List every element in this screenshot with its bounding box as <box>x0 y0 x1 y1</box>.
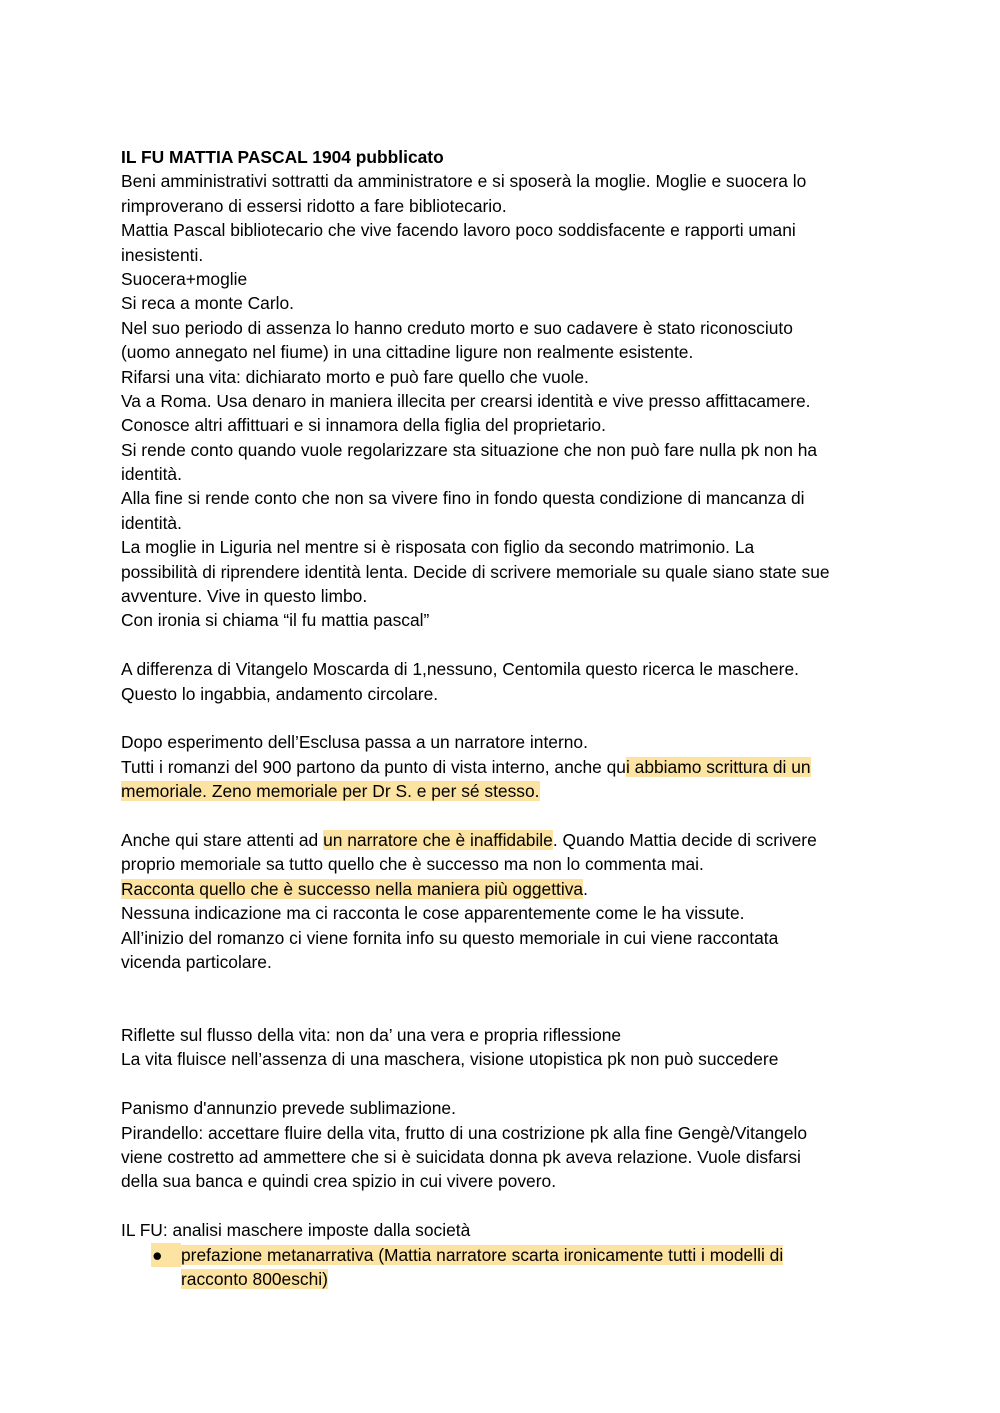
text-line: avventure. Vive in questo limbo. <box>121 586 368 607</box>
text-line: Dopo esperimento dell’Esclusa passa a un narratore interno. <box>121 732 588 753</box>
text-line: Si rende conto quando vuole regolarizzare sta situazione che non può fare nulla pk non ha <box>121 439 818 460</box>
text-line: Mattia Pascal bibliotecario che vive facendo lavoro poco soddisfacente e rapporti umani <box>121 220 796 241</box>
text-line: Nessuna indicazione ma ci racconta le cose apparentemente come le ha vissute. <box>121 903 745 924</box>
highlighted-text: racconto 800eschi) <box>181 1268 328 1289</box>
text-line: inesistenti. <box>121 244 204 265</box>
text-line: Pirandello: accettare fluire della vita, frutto di una costrizione pk alla fine Gengè/Vitangelo <box>121 1122 808 1143</box>
text-line: Con ironia si chiama “il fu mattia pascal” <box>121 610 430 631</box>
text-line: Panismo d'annunzio prevede sublimazione. <box>121 1098 456 1119</box>
text-line: A differenza di Vitangelo Moscarda di 1,nessuno, Centomila questo ricerca le maschere. <box>121 659 799 680</box>
text-line: Riflette sul flusso della vita: non da’ una vera e propria riflessione <box>121 1025 622 1046</box>
document-page <box>121 145 881 1291</box>
highlighted-text: memoriale. Zeno memoriale per Dr S. e per sé stesso. <box>121 781 540 802</box>
text-line: Beni amministrativi sottratti da amministratore e si sposerà la moglie. Moglie e suocera lo <box>121 171 807 192</box>
list-item <box>121 1243 881 1267</box>
blank-line <box>121 1072 881 1096</box>
text-run: Anche qui stare attenti ad <box>121 829 324 850</box>
text-run: Tutti i romanzi del 900 partono da punto di vista interno, anche qu <box>121 756 626 777</box>
text-run: . <box>583 878 588 899</box>
text-line: della sua banca e quindi crea spizio in cui vivere povero. <box>121 1171 557 1192</box>
bullet-glyph: ● <box>152 1244 163 1265</box>
highlighted-text: un narratore che è inaffidabile <box>323 829 553 850</box>
text-line: Rifarsi una vita: dichiarato morto e può fare quello che vuole. <box>121 366 589 387</box>
text-line: identità. <box>121 464 182 485</box>
text-line-highlighted <box>121 755 881 779</box>
blank-line <box>121 974 881 998</box>
text-run: . Quando Mattia decide di scrivere <box>552 829 817 850</box>
text-line: Va a Roma. Usa denaro in maniera illecita per crearsi identità e vive presso affittacamere. <box>121 390 811 411</box>
text-line: La moglie in Liguria nel mentre si è risposata con figlio da secondo matrimonio. La <box>121 537 755 558</box>
blank-line <box>121 999 881 1023</box>
blank-line <box>121 804 881 828</box>
highlighted-text: prefazione metanarrativa (Mattia narratore scarta ironicamente tutti i modelli di <box>181 1244 784 1265</box>
text-line: Si reca a monte Carlo. <box>121 293 295 314</box>
document-title: IL FU MATTIA PASCAL 1904 pubblicato <box>121 147 444 167</box>
text-line: viene costretto ad ammettere che si è suicidata donna pk aveva relazione. Vuole disfarsi <box>121 1147 801 1168</box>
text-line: rimproverano di essersi ridotto a fare bibliotecario. <box>121 195 507 216</box>
text-line: Conosce altri affittuari e si innamora della figlia del proprietario. <box>121 415 606 436</box>
text-line-highlighted <box>121 779 881 803</box>
text-line: Suocera+moglie <box>121 268 248 289</box>
blank-line <box>121 633 881 657</box>
bullet-icon <box>151 1243 181 1267</box>
text-line: All’inizio del romanzo ci viene fornita info su questo memoriale in cui viene raccontata <box>121 927 779 948</box>
highlighted-text: Racconta quello che è successo nella maniera più oggettiva <box>121 878 584 899</box>
text-line: (uomo annegato nel fiume) in una cittadine ligure non realmente esistente. <box>121 342 694 363</box>
blank-line <box>121 1194 881 1218</box>
text-line: Alla fine si rende conto che non sa vivere fino in fondo questa condizione di mancanza di <box>121 488 805 509</box>
paragraph-block-1 <box>121 169 881 754</box>
text-line: proprio memoriale sa tutto quello che è successo ma non lo commenta mai. <box>121 854 704 875</box>
bullet-list <box>121 1243 881 1292</box>
text-line: possibilità di riprendere identità lenta. Decide di scrivere memoriale su quale siano state sue <box>121 561 830 582</box>
text-line: IL FU: analisi maschere imposte dalla società <box>121 1220 471 1241</box>
text-line: La vita fluisce nell’assenza di una maschera, visione utopistica pk non può succedere <box>121 1049 779 1070</box>
highlighted-text: i abbiamo scrittura di un <box>625 756 811 777</box>
text-line: Questo lo ingabbia, andamento circolare. <box>121 683 439 704</box>
text-line-highlighted <box>121 828 881 852</box>
text-line: Nel suo periodo di assenza lo hanno creduto morto e suo cadavere è stato riconosciuto <box>121 317 793 338</box>
text-line-highlighted <box>121 877 881 901</box>
blank-line <box>121 706 881 730</box>
text-line: vicenda particolare. <box>121 951 272 972</box>
list-item-continuation <box>121 1267 881 1291</box>
paragraph-block-2 <box>121 901 881 1242</box>
text-line: identità. <box>121 512 182 533</box>
